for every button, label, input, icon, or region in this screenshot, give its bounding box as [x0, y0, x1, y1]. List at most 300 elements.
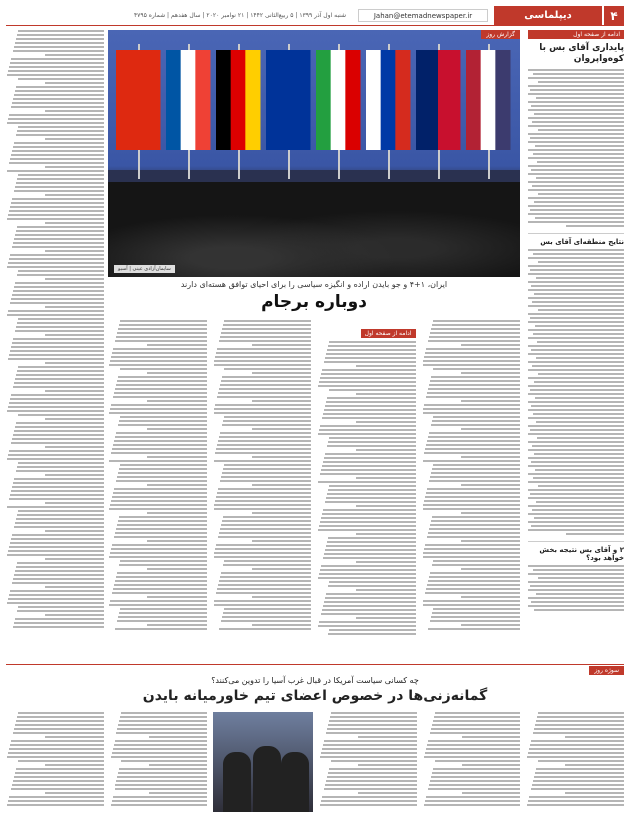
- text-line: [320, 425, 416, 427]
- text-line: [45, 194, 104, 196]
- text-line: [532, 784, 624, 786]
- text-line: [428, 532, 520, 534]
- text-line: [423, 364, 521, 366]
- text-line: [14, 142, 104, 144]
- text-line: [45, 558, 104, 560]
- text-line: [429, 528, 520, 530]
- text-line: [117, 524, 207, 526]
- text-line: [329, 437, 416, 439]
- text-line: [11, 394, 104, 396]
- text-line: [113, 796, 208, 798]
- text-line: [114, 440, 207, 442]
- text-line: [527, 804, 624, 806]
- bottom-story-body: [6, 712, 624, 812]
- text-line: [320, 521, 416, 523]
- text-line: [528, 752, 624, 754]
- text-line: [114, 744, 208, 746]
- text-line: [111, 756, 208, 758]
- text-line: [119, 564, 207, 566]
- text-line: [147, 484, 206, 486]
- text-line: [321, 752, 417, 754]
- text-line: [432, 516, 520, 518]
- text-line: [45, 306, 104, 308]
- email-link[interactable]: Jahan@etemadnewspaper.ir: [358, 9, 488, 22]
- text-line: [326, 780, 417, 782]
- text-line: [45, 334, 104, 336]
- text-line: [119, 420, 207, 422]
- masthead: [6, 6, 624, 26]
- text-line: [216, 592, 311, 594]
- text-line: [325, 549, 416, 551]
- text-line: [18, 30, 104, 32]
- text-line: [326, 545, 416, 547]
- text-line: [8, 406, 104, 408]
- text-line: [113, 396, 207, 398]
- text-line: [118, 520, 207, 522]
- text-line: [428, 580, 520, 582]
- text-line: [18, 270, 104, 272]
- text-line: [214, 360, 311, 362]
- text-line: [18, 462, 104, 464]
- text-line: [322, 513, 416, 515]
- text-line: [216, 544, 311, 546]
- text-line: [323, 744, 417, 746]
- iran-flag: [331, 50, 346, 150]
- text-line: [252, 400, 311, 402]
- text-line: [322, 465, 416, 467]
- text-line: [324, 361, 416, 363]
- russia-flag: [366, 50, 381, 150]
- text-line: [45, 250, 104, 252]
- text-line: [12, 342, 104, 344]
- text-line: [329, 768, 417, 770]
- text-line: [18, 606, 104, 608]
- text-line: [214, 600, 311, 602]
- text-line: [45, 110, 104, 112]
- text-line: [112, 752, 208, 754]
- text-line: [224, 608, 311, 610]
- text-line: [214, 408, 311, 410]
- text-line: [16, 230, 104, 232]
- text-line: [328, 633, 416, 635]
- text-line: [18, 318, 104, 320]
- text-line: [431, 616, 520, 618]
- text-line: [10, 590, 104, 592]
- text-line: [147, 400, 206, 402]
- text-line: [118, 724, 207, 726]
- text-line: [17, 178, 104, 180]
- text-line: [7, 506, 104, 508]
- text-line: [121, 760, 207, 762]
- text-line: [424, 356, 520, 358]
- text-line: [426, 492, 520, 494]
- text-line: [425, 544, 520, 546]
- text-line: [149, 736, 208, 738]
- text-line: [8, 310, 104, 312]
- text-line: [13, 386, 104, 388]
- text-line: [462, 736, 521, 738]
- text-line: [16, 182, 104, 184]
- text-line: [11, 154, 104, 156]
- text-line: [318, 433, 416, 435]
- text-line: [426, 748, 521, 750]
- uk-flag: [438, 50, 461, 150]
- text-line: [319, 381, 416, 383]
- germany-flag: [216, 50, 231, 150]
- text-line: [536, 768, 624, 770]
- text-line: [116, 576, 207, 578]
- text-line: [7, 218, 104, 220]
- text-line: [9, 210, 104, 212]
- text-line: [327, 397, 416, 399]
- text-line: [428, 788, 521, 790]
- text-line: [12, 246, 104, 248]
- text-line: [12, 438, 104, 440]
- text-line: [11, 106, 104, 108]
- text-line: [426, 396, 520, 398]
- text-line: [222, 376, 311, 378]
- text-line: [220, 528, 311, 530]
- text-line: [115, 340, 207, 342]
- text-line: [427, 392, 520, 394]
- text-line: [461, 568, 520, 570]
- text-line: [7, 756, 104, 758]
- text-line: [252, 344, 311, 346]
- right-column-tag: ادامه از صفحه اول: [528, 30, 624, 39]
- text-line: [424, 404, 520, 406]
- text-line: [111, 804, 208, 806]
- text-line: [12, 486, 104, 488]
- text-line: [462, 764, 521, 766]
- text-line: [147, 344, 206, 346]
- text-line: [115, 388, 207, 390]
- text-line: [110, 408, 207, 410]
- text-line: [16, 374, 104, 376]
- text-line: [221, 524, 311, 526]
- text-line: [18, 760, 104, 762]
- text-line: [116, 528, 207, 530]
- text-line: [220, 336, 311, 338]
- text-line: [356, 589, 415, 591]
- text-line: [16, 768, 104, 770]
- bottom-tag: سوژه روز: [589, 666, 624, 675]
- text-line: [431, 328, 520, 330]
- text-line: [45, 82, 104, 84]
- text-line: [318, 529, 416, 531]
- text-line: [149, 792, 208, 794]
- text-line: [426, 796, 521, 798]
- text-line: [11, 490, 104, 492]
- text-line: [16, 470, 104, 472]
- text-line: [115, 788, 208, 790]
- text-line: [45, 530, 104, 532]
- text-line: [120, 320, 207, 322]
- russia-flag: [395, 50, 410, 150]
- main-col-tag: ادامه از صفحه اول: [361, 329, 416, 338]
- right-column-body-2: [528, 249, 624, 535]
- text-line: [326, 353, 416, 355]
- text-line: [45, 446, 104, 448]
- text-line: [423, 508, 521, 510]
- text-line: [116, 480, 207, 482]
- text-line: [18, 510, 104, 512]
- text-line: [462, 792, 521, 794]
- main-story-col-3: [213, 320, 312, 650]
- text-line: [9, 594, 104, 596]
- text-line: [328, 345, 416, 347]
- text-line: [117, 332, 207, 334]
- text-line: [13, 626, 104, 628]
- text-line: [112, 592, 207, 594]
- text-line: [217, 348, 311, 350]
- text-line: [14, 94, 104, 96]
- text-line: [45, 138, 104, 140]
- text-line: [319, 525, 416, 527]
- text-line: [114, 488, 207, 490]
- text-line: [425, 496, 520, 498]
- text-line: [215, 500, 311, 502]
- text-line: [16, 720, 104, 722]
- text-line: [7, 554, 104, 556]
- eu-flag: [266, 50, 311, 150]
- text-line: [17, 370, 104, 372]
- text-line: [565, 792, 624, 794]
- text-line: [13, 290, 104, 292]
- text-line: [528, 800, 624, 802]
- text-line: [331, 760, 417, 762]
- text-line: [216, 448, 311, 450]
- text-line: [10, 398, 104, 400]
- text-line: [252, 540, 311, 542]
- right-column-subhead-2: ۲ و آقای بس نتیجه بخش خواهد بود؟: [528, 541, 624, 562]
- text-line: [14, 286, 104, 288]
- text-line: [8, 70, 104, 72]
- text-line: [11, 58, 104, 60]
- text-line: [324, 409, 416, 411]
- bottom-photo: [213, 712, 313, 812]
- text-line: [216, 352, 311, 354]
- text-line: [431, 776, 521, 778]
- text-line: [325, 453, 416, 455]
- text-line: [427, 584, 520, 586]
- text-line: [435, 712, 521, 714]
- text-line: [318, 385, 416, 387]
- text-line: [434, 716, 521, 718]
- text-line: [117, 620, 207, 622]
- text-line: [427, 536, 520, 538]
- text-line: [216, 496, 311, 498]
- france-flag: [166, 50, 181, 150]
- text-line: [214, 508, 312, 510]
- text-line: [224, 368, 311, 370]
- text-line: [7, 602, 104, 604]
- text-line: [10, 350, 104, 352]
- text-line: [535, 772, 624, 774]
- text-line: [565, 736, 624, 738]
- text-line: [220, 432, 311, 434]
- text-line: [219, 340, 311, 342]
- text-line: [430, 780, 521, 782]
- text-line: [45, 502, 104, 504]
- text-line: [328, 441, 416, 443]
- bottom-kicker: چه کسانی سیاست آمریکا در قبال غرب آسیا را تدوین می‌کنند؟: [211, 676, 419, 685]
- text-line: [537, 716, 624, 718]
- text-line: [321, 517, 416, 519]
- text-line: [427, 744, 521, 746]
- text-line: [120, 716, 207, 718]
- text-line: [11, 788, 104, 790]
- text-line: [15, 724, 104, 726]
- text-line: [461, 344, 520, 346]
- bottom-divider: [6, 664, 624, 665]
- text-line: [323, 413, 416, 415]
- text-line: [424, 804, 521, 806]
- text-line: [327, 349, 416, 351]
- text-line: [223, 468, 311, 470]
- text-line: [428, 628, 520, 630]
- text-line: [13, 732, 104, 734]
- text-line: [13, 146, 104, 148]
- text-line: [221, 332, 311, 334]
- text-line: [115, 436, 207, 438]
- text-line: [11, 346, 104, 348]
- text-line: [149, 764, 208, 766]
- text-line: [429, 480, 520, 482]
- text-line: [16, 134, 104, 136]
- right-column-body-1: [528, 69, 624, 227]
- text-line: [18, 366, 104, 368]
- text-line: [10, 62, 104, 64]
- text-line: [219, 580, 311, 582]
- text-line: [432, 420, 520, 422]
- text-line: [322, 609, 416, 611]
- text-line: [252, 596, 311, 598]
- text-line: [430, 380, 520, 382]
- text-line: [222, 520, 311, 522]
- press-crowd: [108, 182, 520, 277]
- usa-flag: [481, 50, 496, 150]
- text-line: [531, 788, 624, 790]
- text-line: [11, 740, 104, 742]
- text-line: [18, 78, 104, 80]
- text-line: [120, 608, 207, 610]
- text-line: [428, 436, 520, 438]
- main-story-col-1: [422, 320, 521, 650]
- person-silhouette: [253, 746, 281, 812]
- text-line: [219, 388, 311, 390]
- text-line: [219, 628, 311, 630]
- text-line: [17, 514, 104, 516]
- text-line: [112, 544, 207, 546]
- text-line: [10, 158, 104, 160]
- text-line: [15, 90, 104, 92]
- text-line: [110, 552, 207, 554]
- text-line: [110, 600, 207, 602]
- text-line: [565, 764, 624, 766]
- text-line: [219, 532, 311, 534]
- text-line: [320, 804, 417, 806]
- text-line: [426, 444, 520, 446]
- text-line: [215, 404, 311, 406]
- text-line: [119, 324, 207, 326]
- text-line: [425, 592, 520, 594]
- germany-flag: [231, 50, 246, 150]
- text-line: [119, 768, 207, 770]
- text-line: [461, 484, 520, 486]
- text-line: [13, 482, 104, 484]
- section-title: دیپلماسی: [494, 6, 604, 25]
- text-line: [8, 598, 104, 600]
- text-line: [17, 130, 104, 132]
- text-line: [16, 38, 104, 40]
- text-line: [9, 450, 104, 452]
- text-line: [111, 356, 207, 358]
- text-line: [13, 242, 104, 244]
- text-line: [461, 428, 520, 430]
- text-line: [221, 380, 311, 382]
- text-line: [318, 625, 416, 627]
- france-flag: [181, 50, 196, 150]
- text-line: [120, 416, 207, 418]
- text-line: [222, 616, 311, 618]
- text-line: [120, 368, 207, 370]
- text-line: [10, 542, 104, 544]
- text-line: [147, 624, 206, 626]
- text-line: [7, 410, 104, 412]
- text-line: [432, 724, 521, 726]
- text-line: [111, 404, 207, 406]
- main-story-col-4: [108, 320, 207, 650]
- text-line: [15, 570, 104, 572]
- text-line: [435, 760, 521, 762]
- text-line: [429, 784, 521, 786]
- text-line: [534, 776, 624, 778]
- text-line: [320, 377, 416, 379]
- text-line: [320, 756, 417, 758]
- iran-flag: [316, 50, 331, 150]
- china-flag: [138, 50, 161, 150]
- text-line: [325, 405, 416, 407]
- text-line: [326, 593, 416, 595]
- text-line: [323, 557, 416, 559]
- text-line: [431, 424, 520, 426]
- text-line: [321, 613, 416, 615]
- text-line: [8, 262, 104, 264]
- text-line: [427, 488, 520, 490]
- text-line: [119, 612, 207, 614]
- text-line: [113, 588, 207, 590]
- text-line: [224, 464, 311, 466]
- text-line: [433, 464, 520, 466]
- text-line: [223, 612, 311, 614]
- text-line: [433, 608, 520, 610]
- usa-flag: [495, 50, 510, 150]
- text-line: [358, 736, 417, 738]
- text-line: [426, 588, 520, 590]
- bottom-col-4: [110, 712, 208, 812]
- date-line: شنبه اول آذر ۱۳۹۹ | ۵ ربیع‌الثانی ۱۴۴۲ | ۲۱ نوامبر ۲۰۲۰ | سال هفدهم | شماره ۴۷۹۵: [133, 12, 346, 19]
- main-story-body: [108, 320, 520, 650]
- text-line: [535, 724, 624, 726]
- text-line: [119, 468, 207, 470]
- text-line: [215, 452, 311, 454]
- text-line: [214, 364, 312, 366]
- text-line: [117, 572, 207, 574]
- text-line: [329, 581, 416, 583]
- text-line: [10, 744, 104, 746]
- text-line: [433, 416, 520, 418]
- text-line: [13, 50, 104, 52]
